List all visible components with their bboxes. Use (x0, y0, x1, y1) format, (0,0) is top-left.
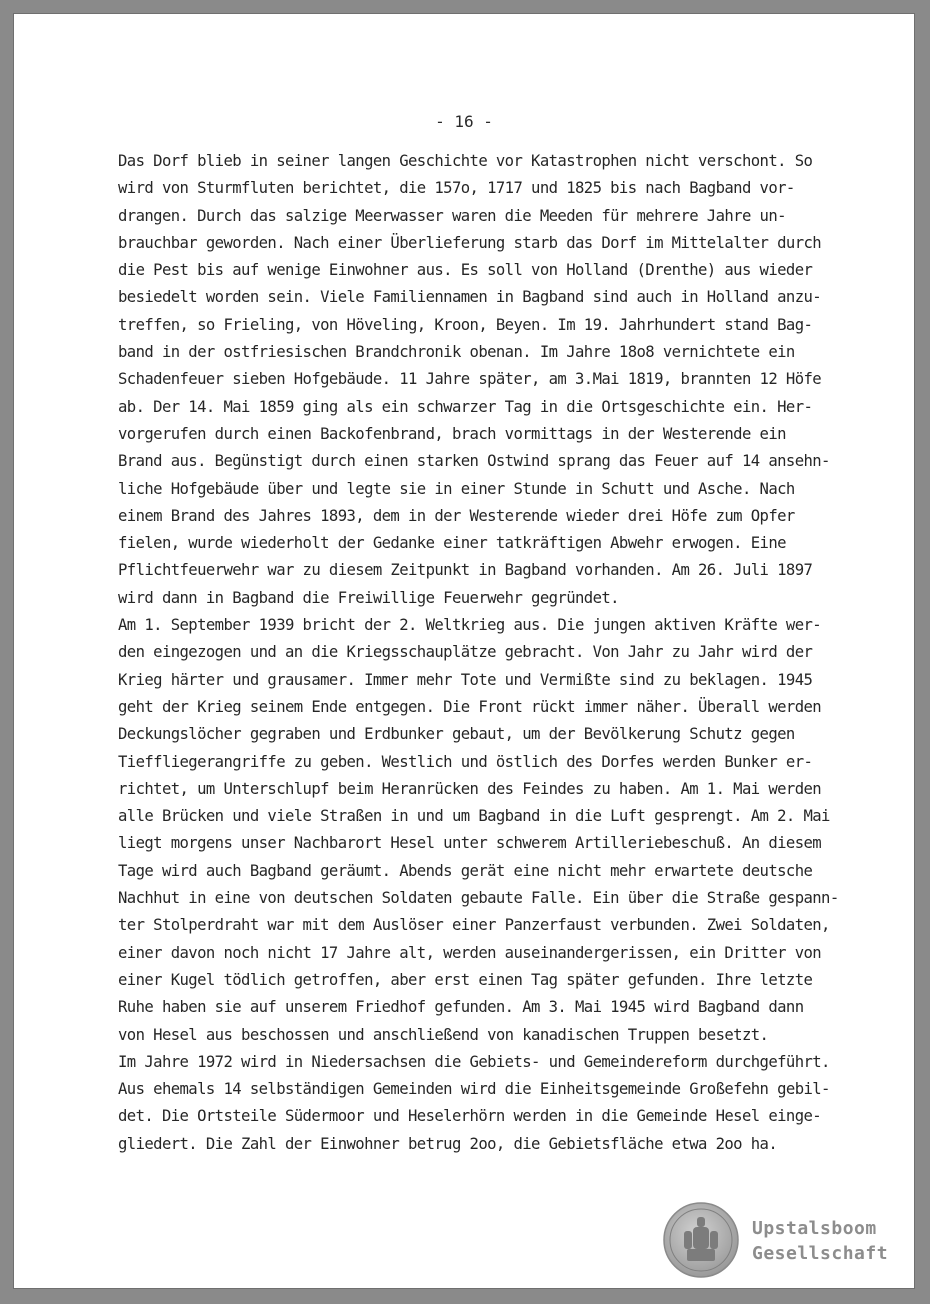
text-line: Deckungslöcher gegraben und Erdbunker gebaut, um der Bevölkerung Schutz gegen (118, 725, 795, 744)
text-line: treffen, so Frieling, von Höveling, Kroon, Beyen. Im 19. Jahrhundert stand Bag- (118, 315, 813, 334)
brand-wordmark (752, 1216, 888, 1266)
seal-logo-icon (662, 1201, 740, 1279)
text-line: Schadenfeuer sieben Hofgebäude. 11 Jahre später, am 3.Mai 1819, brannten 12 Höfe (118, 370, 822, 389)
text-line: Brand aus. Begünstigt durch einen starken Ostwind sprang das Feuer auf 14 ansehn- (118, 452, 830, 471)
text-line: Aus ehemals 14 selbständigen Gemeinden wird die Einheitsgemeinde Großefehn gebil- (118, 1080, 830, 1099)
text-line: die Pest bis auf wenige Einwohner aus. Es soll von Holland (Drenthe) aus wieder (118, 261, 813, 280)
text-line: liche Hofgebäude über und legte sie in einer Stunde in Schutt und Asche. Nach (118, 479, 795, 498)
text-line: richtet, um Unterschlupf beim Heranrücken des Feindes zu haben. Am 1. Mai werden (118, 779, 822, 798)
text-line: besiedelt worden sein. Viele Familiennamen in Bagband sind auch in Holland anzu- (118, 288, 822, 307)
text-line: drangen. Durch das salzige Meerwasser waren die Meeden für mehrere Jahre un- (118, 206, 786, 225)
text-line: Pflichtfeuerwehr war zu diesem Zeitpunkt in Bagband vorhanden. Am 26. Juli 1897 (118, 561, 813, 580)
document-page (14, 14, 914, 1288)
text-line: wird dann in Bagband die Freiwillige Feuerwehr gegründet. (118, 588, 619, 607)
brand-line-2: Gesellschaft (752, 1243, 889, 1264)
text-line: det. Die Ortsteile Südermoor und Heselerhörn werden in die Gemeinde Hesel einge- (118, 1107, 822, 1126)
text-line: Nachhut in eine von deutschen Soldaten gebaute Falle. Ein über die Straße gespann- (118, 889, 839, 908)
text-line: einer davon noch nicht 17 Jahre alt, werden auseinandergerissen, ein Dritter von (118, 943, 822, 962)
text-line: Krieg härter und grausamer. Immer mehr Tote und Vermißte sind zu beklagen. 1945 (118, 670, 813, 689)
text-line: brauchbar geworden. Nach einer Überlieferung starb das Dorf im Mittelalter durch (118, 233, 822, 252)
text-line: liegt morgens unser Nachbarort Hesel unter schwerem Artilleriebeschuß. An diesem (118, 834, 822, 853)
text-line: Ruhe haben sie auf unserem Friedhof gefunden. Am 3. Mai 1945 wird Bagband dann (118, 998, 804, 1017)
text-line: Das Dorf blieb in seiner langen Geschichte vor Katastrophen nicht verschont. So (118, 152, 813, 170)
text-line: einem Brand des Jahres 1893, dem in der Westerende wieder drei Höfe zum Opfer (118, 506, 795, 525)
text-line: ter Stolperdraht war mit dem Auslöser einer Panzerfaust verbunden. Zwei Soldaten, (118, 916, 830, 935)
text-line: den eingezogen und an die Kriegsschauplätze gebracht. Von Jahr zu Jahr wird der (118, 643, 813, 662)
text-line: einer Kugel tödlich getroffen, aber erst einen Tag später gefunden. Ihre letzte (118, 970, 813, 989)
text-line: vorgerufen durch einen Backofenbrand, brach vormittags in der Westerende ein (118, 424, 786, 443)
text-line: band in der ostfriesischen Brandchronik obenan. Im Jahre 18o8 vernichtete ein (118, 343, 795, 362)
text-line: fielen, wurde wiederholt der Gedanke einer tatkräftigen Abwehr erwogen. Eine (118, 534, 786, 553)
text-line: ab. Der 14. Mai 1859 ging als ein schwarzer Tag in die Ortsgeschichte ein. Her- (118, 397, 813, 416)
text-line: gliedert. Die Zahl der Einwohner betrug 2oo, die Gebietsfläche etwa 2oo ha. (118, 1134, 778, 1153)
page-number: - 16 - (435, 112, 493, 131)
body-text (118, 148, 858, 1158)
text-line: Am 1. September 1939 bricht der 2. Weltkrieg aus. Die jungen aktiven Kräfte wer- (118, 616, 822, 635)
text-line: wird von Sturmfluten berichtet, die 157o, 1717 und 1825 bis nach Bagband vor- (118, 179, 795, 198)
brand-line-1: Upstalsboom (752, 1218, 877, 1239)
text-line: Im Jahre 1972 wird in Niedersachsen die Gebiets- und Gemeindereform durchgeführt. (118, 1052, 830, 1071)
text-line: geht der Krieg seinem Ende entgegen. Die Front rückt immer näher. Überall werden (118, 697, 822, 716)
text-line: Tieffliegerangriffe zu geben. Westlich und östlich des Dorfes werden Bunker er- (118, 752, 813, 771)
text-line: alle Brücken und viele Straßen in und um Bagband in die Luft gesprengt. Am 2. Mai (118, 807, 830, 826)
text-line: von Hesel aus beschossen und anschließend von kanadischen Truppen besetzt. (118, 1025, 769, 1044)
text-line: Tage wird auch Bagband geräumt. Abends gerät eine nicht mehr erwartete deutsche (118, 861, 813, 880)
